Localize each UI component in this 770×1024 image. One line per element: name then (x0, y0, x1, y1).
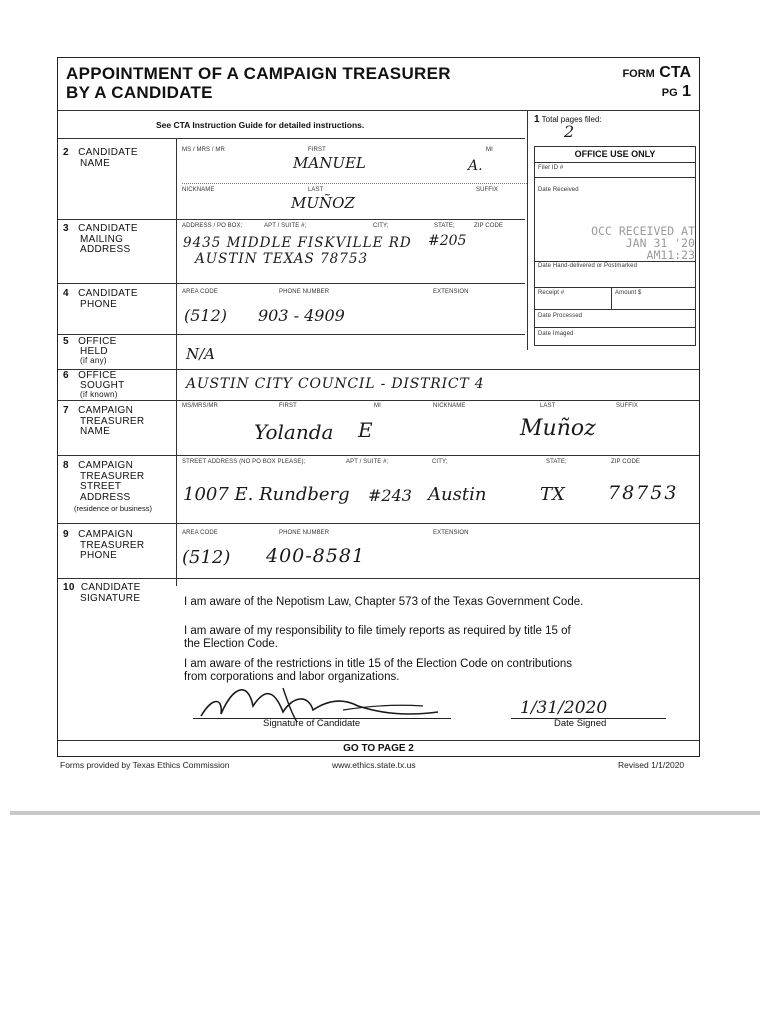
treasurer-apt-label: APT / SUITE #; (346, 459, 389, 465)
treasurer-phone-label: PHONE NUMBER (279, 530, 330, 536)
treasurer-area-code-label: AREA CODE (182, 530, 218, 536)
date-imaged-label: Date Imaged (538, 331, 574, 337)
section-6-label: 6 OFFICE SOUGHT (if known) (63, 370, 125, 399)
phone-number-label: PHONE NUMBER (279, 289, 330, 295)
footer-url: www.ethics.state.tx.us (332, 760, 416, 770)
candidate-last-name: MUÑOZ (291, 194, 355, 212)
date-signed-label: Date Signed (554, 718, 607, 729)
filer-id-label: Filer ID # (538, 165, 564, 171)
treasurer-mi: E (358, 418, 373, 442)
total-pages: 1 Total pages filed: (534, 114, 602, 125)
office-held-value: N/A (186, 345, 216, 363)
footer-left: Forms provided by Texas Ethics Commission (60, 760, 230, 770)
date-signed-value: 1/31/2020 (520, 698, 608, 718)
footer-revised: Revised 1/1/2020 (618, 760, 685, 770)
reporting-statement: I am aware of my responsibility to file timely reports as required by title 15 of the Election Code. (184, 625, 571, 650)
office-use-box (534, 146, 696, 346)
treasurer-zip: 78753 (608, 482, 679, 504)
treasurer-street: 1007 E. Rundberg (183, 484, 350, 505)
treasurer-ms-label: MS/MRS/MR (182, 403, 218, 409)
office-use-title: OFFICE USE ONLY (535, 147, 695, 163)
state-label: STATE; (434, 223, 455, 229)
address-label: ADDRESS / PO BOX; (182, 223, 243, 229)
treasurer-state-label: STATE; (546, 459, 567, 465)
form-title: APPOINTMENT OF A CAMPAIGN TREASURER BY A CANDIDATE (66, 64, 451, 102)
apt-label: APT / SUITE #; (264, 223, 307, 229)
candidate-first-name: MANUEL (293, 154, 366, 172)
form-code: FORM CTA PG 1 (622, 64, 691, 100)
section-4-label: 4 CANDIDATE PHONE (63, 288, 138, 310)
total-pages-value: 2 (564, 122, 575, 141)
zip-label: ZIP CODE (474, 223, 504, 229)
office-sought-value: AUSTIN CITY COUNCIL - DISTRICT 4 (186, 376, 485, 392)
treasurer-city-label: CITY; (432, 459, 448, 465)
treasurer-last-name: Muñoz (520, 416, 596, 441)
instruction-text: See CTA Instruction Guide for detailed instructions. (156, 120, 365, 130)
first-label: FIRST (308, 147, 326, 153)
section-2-label: 2 CANDIDATE NAME (63, 147, 138, 169)
candidate-apt: #205 (428, 233, 467, 249)
treasurer-apt: #243 (368, 486, 412, 505)
treasurer-first-label: FIRST (279, 403, 297, 409)
treasurer-suffix-label: SUFFIX (616, 403, 638, 409)
go-to-page-2: GO TO PAGE 2 (343, 743, 414, 754)
treasurer-mi-label: MI (374, 403, 381, 409)
street-address-label: STREET ADDRESS (NO PO BOX PLEASE); (182, 459, 306, 465)
area-code-label: AREA CODE (182, 289, 218, 295)
signature-label: Signature of Candidate (263, 718, 361, 729)
date-processed-label: Date Processed (538, 313, 583, 319)
amount-label: Amount $ (615, 290, 642, 296)
treasurer-first-name: Yolanda (254, 420, 334, 444)
section-5-label: 5 OFFICE HELD (if any) (63, 336, 117, 365)
nickname-label: NICKNAME (182, 187, 215, 193)
residence-business-label: (residence or business) (74, 504, 152, 513)
candidate-area-code: (512) (184, 306, 228, 325)
section-3-label: 3 CANDIDATE MAILING ADDRESS (63, 223, 138, 255)
treasurer-zip-label: ZIP CODE (611, 459, 641, 465)
restrictions-statement: I am aware of the restrictions in title 15 of the Election Code on contributions from corporations and labor organizations. (184, 658, 573, 683)
candidate-mi: A. (468, 158, 483, 174)
section-10-label: 10 CANDIDATE SIGNATURE (63, 582, 141, 604)
mi-label: MI (486, 147, 493, 153)
suffix-label: SUFFIX (476, 187, 498, 193)
treasurer-phone-number: 400-8581 (266, 545, 366, 567)
campaign-treasurer-form (57, 57, 700, 757)
treasurer-last-label: LAST (540, 403, 556, 409)
ms-mrs-mr-label: MS / MRS / MR (182, 147, 225, 153)
date-hand-label: Date Hand-delivered or Postmarked (538, 263, 638, 269)
candidate-address-line1: 9435 MIDDLE FISKVILLE RD (183, 235, 412, 251)
treasurer-city: Austin (428, 484, 487, 505)
treasurer-nickname-label: NICKNAME (433, 403, 466, 409)
received-stamp: OCC RECEIVED AT JAN 31 '20 AM11:23 (591, 224, 695, 262)
candidate-address-line2: AUSTIN TEXAS 78753 (195, 251, 369, 267)
scan-edge-shadow (10, 811, 760, 815)
receipt-label: Receipt # (538, 290, 565, 296)
treasurer-state: TX (540, 484, 565, 505)
candidate-phone-number: 903 - 4909 (258, 306, 345, 325)
treasurer-area-code: (512) (182, 547, 231, 568)
section-9-label: 9 CAMPAIGN TREASURER PHONE (63, 529, 145, 561)
last-label: LAST (308, 187, 324, 193)
section-8-label: 8 CAMPAIGN TREASURER STREET ADDRESS (63, 460, 145, 503)
section-7-label: 7 CAMPAIGN TREASURER NAME (63, 405, 145, 437)
nepotism-statement: I am aware of the Nepotism Law, Chapter 573 of the Texas Government Code. (184, 596, 584, 608)
city-label: CITY; (373, 223, 389, 229)
treasurer-extension-label: EXTENSION (433, 530, 469, 536)
extension-label: EXTENSION (433, 289, 469, 295)
date-received-label: Date Received (538, 187, 579, 193)
